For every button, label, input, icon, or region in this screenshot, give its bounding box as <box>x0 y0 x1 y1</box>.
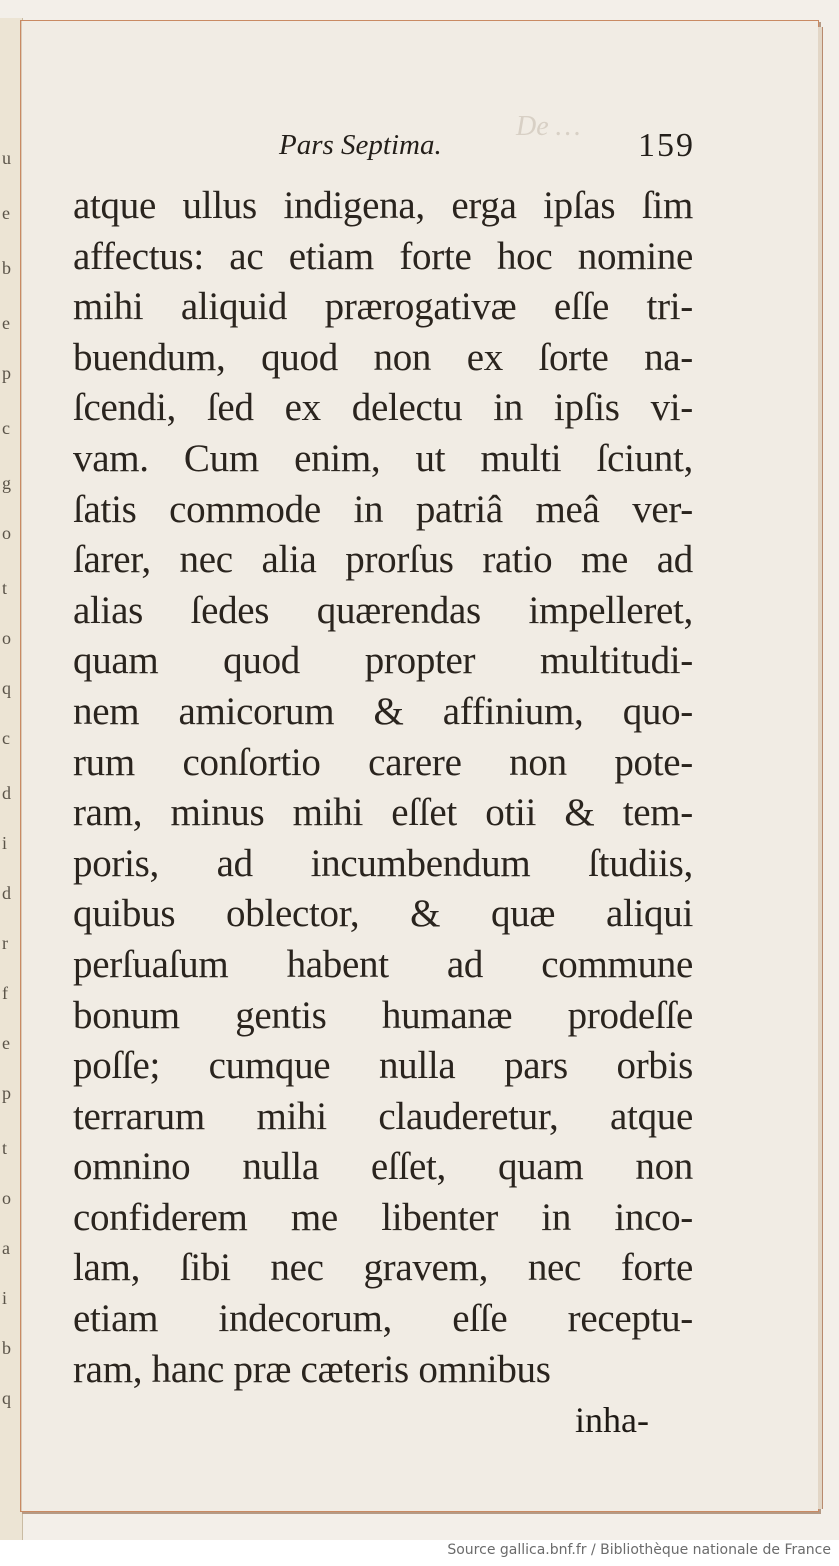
text-line: lam, ſibi nec gravem, nec forte <box>73 1246 693 1290</box>
text-line: nem amicorum & affinium, quo- <box>73 689 693 733</box>
page-number: 159 <box>638 127 695 164</box>
text-line: vam. Cum enim, ut multi ſciunt, <box>73 436 693 480</box>
text-line: buendum, quod non ex ſorte na- <box>73 335 693 379</box>
bleed-through-text: De … <box>516 111 581 142</box>
text-line: affectus: ac etiam forte hoc nomine <box>73 234 693 278</box>
body-text <box>73 181 693 1395</box>
text-line: ram, minus mihi eſſet otii & tem- <box>73 791 693 835</box>
text-line: perſuaſum habent ad commune <box>73 942 693 986</box>
text-line: poris, ad incumbendum ſtudiis, <box>73 841 693 885</box>
source-credit: Source gallica.bnf.fr / Bibliothèque nationale de France <box>447 1542 831 1558</box>
catchword: inha- <box>575 1400 649 1440</box>
text-line: atque ullus indigena, erga ipſas ſim <box>73 184 693 227</box>
book-page <box>20 20 819 1512</box>
text-line: ſarer, nec alia prorſus ratio me ad <box>73 538 693 582</box>
text-line: mihi aliquid prærogativæ eſſe tri- <box>73 285 693 329</box>
text-line: etiam indecorum, eſſe receptu- <box>73 1297 693 1341</box>
running-head: Pars Septima. <box>279 129 442 161</box>
text-line: confiderem me libenter in inco- <box>73 1195 693 1239</box>
previous-page-edge: u e b e p c g o t o q c d i d r f e p t o a i b q <box>0 18 23 1540</box>
text-line: ſatis commode in patriâ meâ ver- <box>73 487 693 531</box>
text-line: poſſe; cumque nulla pars orbis <box>73 1044 693 1088</box>
text-line: alias ſedes quærendas impelleret, <box>73 588 693 632</box>
text-line: rum conſortio carere non pote- <box>73 740 693 784</box>
text-line: bonum gentis humanæ prodeſſe <box>73 993 693 1037</box>
text-line: omnino nulla eſſet, quam non <box>73 1145 693 1189</box>
text-line: ſcendi, ſed ex delectu in ipſis vi- <box>73 386 693 430</box>
text-line: quibus oblector, & quæ aliqui <box>73 892 693 936</box>
text-line: ram, hanc præ cæteris omnibus <box>73 1347 551 1391</box>
text-line: quam quod propter multitudi- <box>73 639 693 683</box>
text-line: terrarum mihi clauderetur, atque <box>73 1094 693 1138</box>
